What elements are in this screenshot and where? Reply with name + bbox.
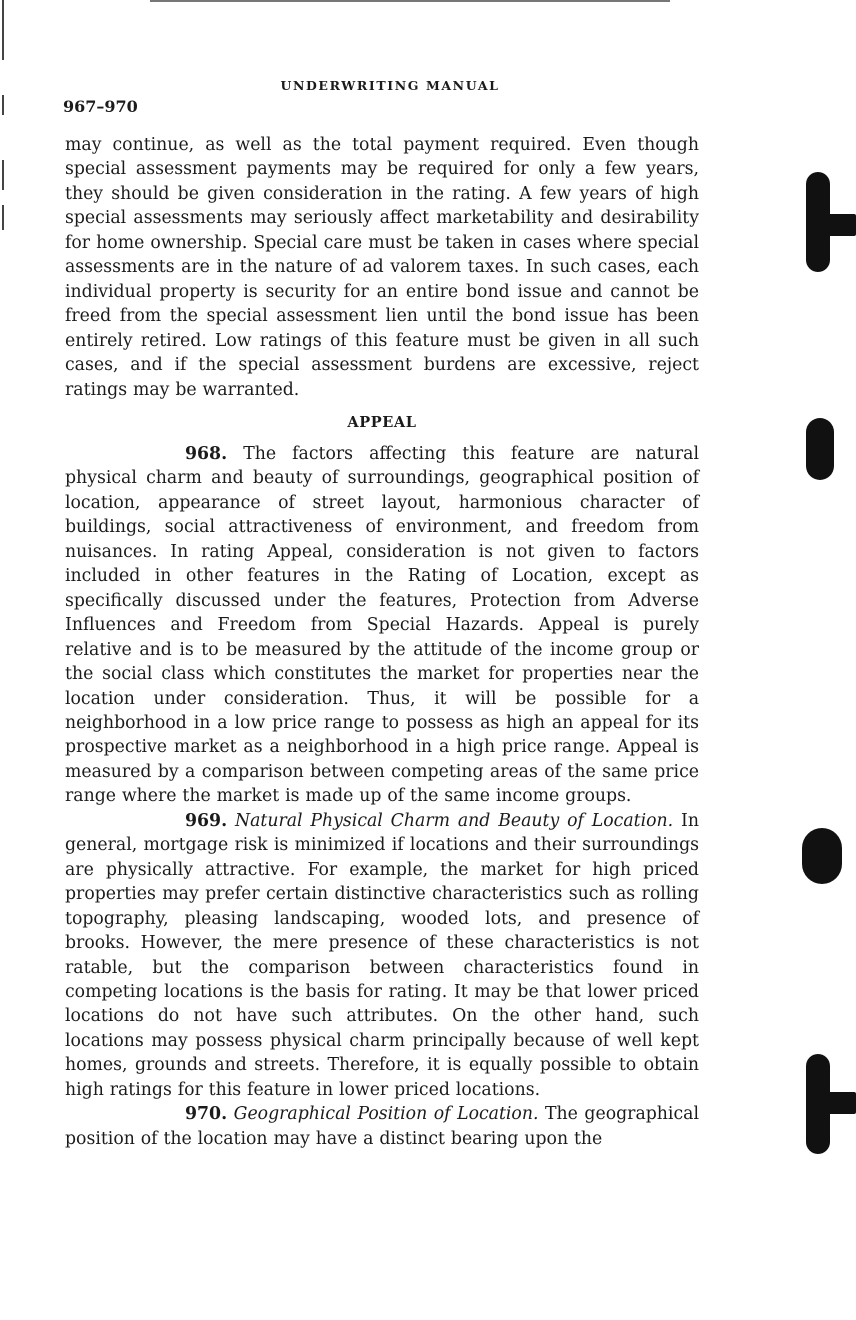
paragraph-number: 969. <box>185 810 228 831</box>
paragraph-text: In general, mortgage risk is minimized if locations and their surroundings are physically attractive. For example, the market for high priced properties may prefer certain distinctive characteristics such as rolling topography, pleasing landscaping, wooded lots, and presence of brooks. However, the mere presence of these characteristics is not ratable, but the comparison between characteristics found in competing locations is the basis for rating. It may be that lower priced locations do not have such attributes. On the other hand, such locations may possess physical charm principally because of well kept homes, grounds and streets. Therefore, it is equally possible to obtain high ratings for this feature in lower priced locations. <box>65 810 699 1100</box>
paragraph-text: The factors affecting this feature are natural physical charm and beauty of surroundings, geographical position of location, appearance of street layout, harmonious character of buildings, social attractiveness of environment, and freedom from nuisances. In rating Appeal, consideration is not given to factors included in other features in the Rating of Location, except as specifically discussed under the features, Protection from Adverse Influences and Freedom from Special Hazards. Appeal is purely relative and is to be measured by the attitude of the income group or the social class which constitutes the market for properties near the location under consideration. Thus, it will be possible for a neighborhood in a low price range to possess as high an appeal for its prospective market as a neighborhood in a high price range. Appeal is measured by a comparison between competing areas of the same price range where the market is made up of the same income groups. <box>65 443 699 807</box>
body-text <box>65 133 699 1151</box>
binding-mark <box>820 214 856 236</box>
paragraph-number: 970. <box>185 1104 228 1125</box>
left-edge-rule <box>2 205 4 230</box>
left-edge-rule <box>2 0 4 60</box>
left-edge-rule <box>2 160 4 190</box>
paragraph-970 <box>65 1102 699 1151</box>
paragraph-text: The geographical position of the location may have a distinct bearing upon the <box>65 1104 699 1149</box>
paragraph-number: 968. <box>185 443 228 464</box>
paragraph-969 <box>65 809 699 1102</box>
paragraph-968 <box>65 442 699 809</box>
section-range: 967–970 <box>63 97 138 116</box>
section-heading: APPEAL <box>347 413 417 431</box>
running-title: UNDERWRITING MANUAL <box>280 78 500 93</box>
top-edge-rule <box>150 0 670 2</box>
paragraph-title: Geographical Position of Location. <box>233 1104 539 1125</box>
binding-mark <box>806 418 834 480</box>
left-edge-rule <box>2 95 4 115</box>
continuation-paragraph: may continue, as well as the total payment required. Even though special assessment payments may be required for only a few years, they should be given consideration in the rating. A few years of high special assessments may seriously affect marketability and desirability for home ownership. Special care must be taken in cases where special assessments are in the nature of ad valorem taxes. In such cases, each individual property is security for an entire bond issue and cannot be freed from the special assessment lien until the bond issue has been entirely retired. Low ratings of this feature must be given in all such cases, and if the special assessment burdens are excessive, reject ratings may be warranted. <box>65 135 699 400</box>
paragraph-title: Natural Physical Charm and Beauty of Location. <box>234 810 674 831</box>
binding-mark <box>820 1092 856 1114</box>
binding-mark <box>802 828 842 884</box>
